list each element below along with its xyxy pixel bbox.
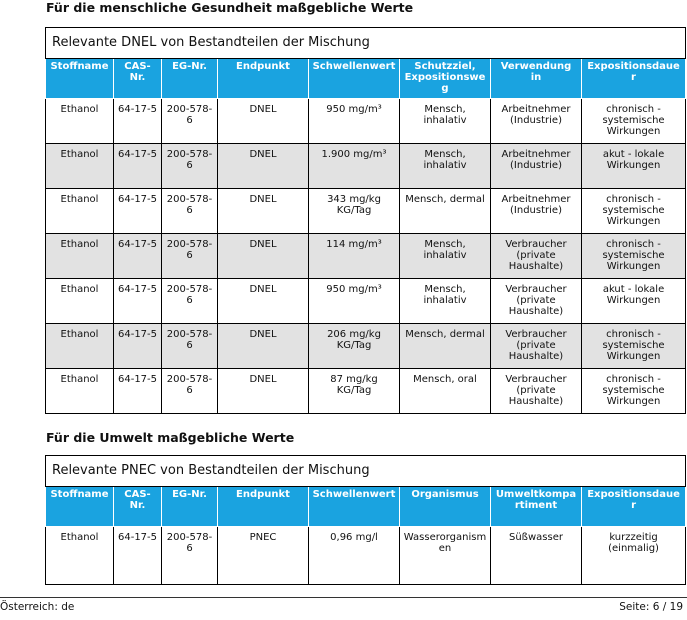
table-row (46, 99, 686, 144)
table-row (46, 369, 686, 414)
table-cell: Verbraucher (private Haushalte) (491, 234, 582, 279)
table-cell: DNEL (218, 189, 309, 234)
footer-divider (0, 597, 687, 598)
table-row (46, 189, 686, 234)
table-cell: Wasserorganismen (400, 527, 491, 585)
table-cell: DNEL (218, 144, 309, 189)
table-cell: DNEL (218, 234, 309, 279)
table-cell: Ethanol (46, 324, 114, 369)
table-cell: chronisch - systemische Wirkungen (582, 324, 686, 369)
table-cell: DNEL (218, 324, 309, 369)
environment-heading: Für die Umwelt maßgebliche Werte (46, 430, 295, 445)
table-cell: Mensch, oral (400, 369, 491, 414)
table-cell: Mensch, inhalativ (400, 144, 491, 189)
table-cell: 64-17-5 (114, 99, 162, 144)
table-cell: Arbeitnehmer (Industrie) (491, 99, 582, 144)
table-cell: Mensch, dermal (400, 189, 491, 234)
table-cell: Arbeitnehmer (Industrie) (491, 144, 582, 189)
table-cell: 64-17-5 (114, 369, 162, 414)
table-cell: 64-17-5 (114, 324, 162, 369)
table-cell: 1.900 mg/m³ (309, 144, 400, 189)
column-header: Endpunkt (218, 59, 309, 99)
table-cell: Mensch, inhalativ (400, 99, 491, 144)
table-row (46, 324, 686, 369)
table-cell: DNEL (218, 369, 309, 414)
column-header: Expositionsdauer (582, 487, 686, 527)
table-cell: 64-17-5 (114, 234, 162, 279)
dnel-caption: Relevante DNEL von Bestandteilen der Mischung (46, 28, 686, 59)
table-cell: 64-17-5 (114, 527, 162, 585)
table-cell: 200-578-6 (162, 234, 218, 279)
table-cell: akut - lokale Wirkungen (582, 279, 686, 324)
dnel-table (45, 27, 686, 414)
column-header: Endpunkt (218, 487, 309, 527)
table-cell: 343 mg/kg KG/Tag (309, 189, 400, 234)
table-cell: kurzzeitig (einmalig) (582, 527, 686, 585)
table-cell: 200-578-6 (162, 99, 218, 144)
column-header: Stoffname (46, 59, 114, 99)
table-cell: Verbraucher (private Haushalte) (491, 324, 582, 369)
table-cell: Mensch, dermal (400, 324, 491, 369)
table-cell: Mensch, inhalativ (400, 234, 491, 279)
human-health-heading: Für die menschliche Gesundheit maßgebliche Werte (46, 0, 414, 15)
table-row (46, 527, 686, 585)
table-cell: Mensch, inhalativ (400, 279, 491, 324)
table-row (46, 144, 686, 189)
table-cell: Verbraucher (private Haushalte) (491, 279, 582, 324)
table-cell: Ethanol (46, 527, 114, 585)
table-cell: 200-578-6 (162, 279, 218, 324)
table-cell: Ethanol (46, 99, 114, 144)
table-cell: Süßwasser (491, 527, 582, 585)
table-cell: 950 mg/m³ (309, 99, 400, 144)
table-row (46, 234, 686, 279)
table-cell: chronisch - systemische Wirkungen (582, 99, 686, 144)
column-header: Umweltkompartiment (491, 487, 582, 527)
column-header: Expositionsdauer (582, 59, 686, 99)
table-cell: Ethanol (46, 189, 114, 234)
column-header: Verwendung in (491, 59, 582, 99)
table-cell: chronisch - systemische Wirkungen (582, 189, 686, 234)
table-cell: Arbeitnehmer (Industrie) (491, 189, 582, 234)
table-row (46, 279, 686, 324)
table-cell: Ethanol (46, 144, 114, 189)
table-cell: Ethanol (46, 369, 114, 414)
table-cell: 950 mg/m³ (309, 279, 400, 324)
column-header: Stoffname (46, 487, 114, 527)
pnec-table (45, 455, 686, 585)
pnec-caption: Relevante PNEC von Bestandteilen der Mischung (46, 456, 686, 487)
table-cell: 87 mg/kg KG/Tag (309, 369, 400, 414)
table-cell: 64-17-5 (114, 189, 162, 234)
column-header: EG-Nr. (162, 487, 218, 527)
table-cell: 0,96 mg/l (309, 527, 400, 585)
table-cell: 200-578-6 (162, 144, 218, 189)
table-cell: akut - lokale Wirkungen (582, 144, 686, 189)
column-header: CAS-Nr. (114, 487, 162, 527)
table-cell: 114 mg/m³ (309, 234, 400, 279)
column-header: Schwellenwert (309, 487, 400, 527)
table-cell: Ethanol (46, 279, 114, 324)
table-cell: 200-578-6 (162, 527, 218, 585)
table-cell: chronisch - systemische Wirkungen (582, 234, 686, 279)
footer-country: Österreich: de (0, 601, 75, 613)
column-header: EG-Nr. (162, 59, 218, 99)
table-cell: 200-578-6 (162, 324, 218, 369)
column-header: CAS-Nr. (114, 59, 162, 99)
table-cell: Ethanol (46, 234, 114, 279)
table-cell: 206 mg/kg KG/Tag (309, 324, 400, 369)
column-header: Schwellenwert (309, 59, 400, 99)
table-cell: PNEC (218, 527, 309, 585)
table-cell: 64-17-5 (114, 144, 162, 189)
column-header: Schutzziel, Expositionsweg (400, 59, 491, 99)
table-cell: 200-578-6 (162, 369, 218, 414)
column-header: Organismus (400, 487, 491, 527)
table-cell: 200-578-6 (162, 189, 218, 234)
table-cell: DNEL (218, 99, 309, 144)
table-cell: chronisch - systemische Wirkungen (582, 369, 686, 414)
footer-page-number: Seite: 6 / 19 (619, 601, 683, 613)
table-cell: DNEL (218, 279, 309, 324)
table-cell: Verbraucher (private Haushalte) (491, 369, 582, 414)
table-cell: 64-17-5 (114, 279, 162, 324)
